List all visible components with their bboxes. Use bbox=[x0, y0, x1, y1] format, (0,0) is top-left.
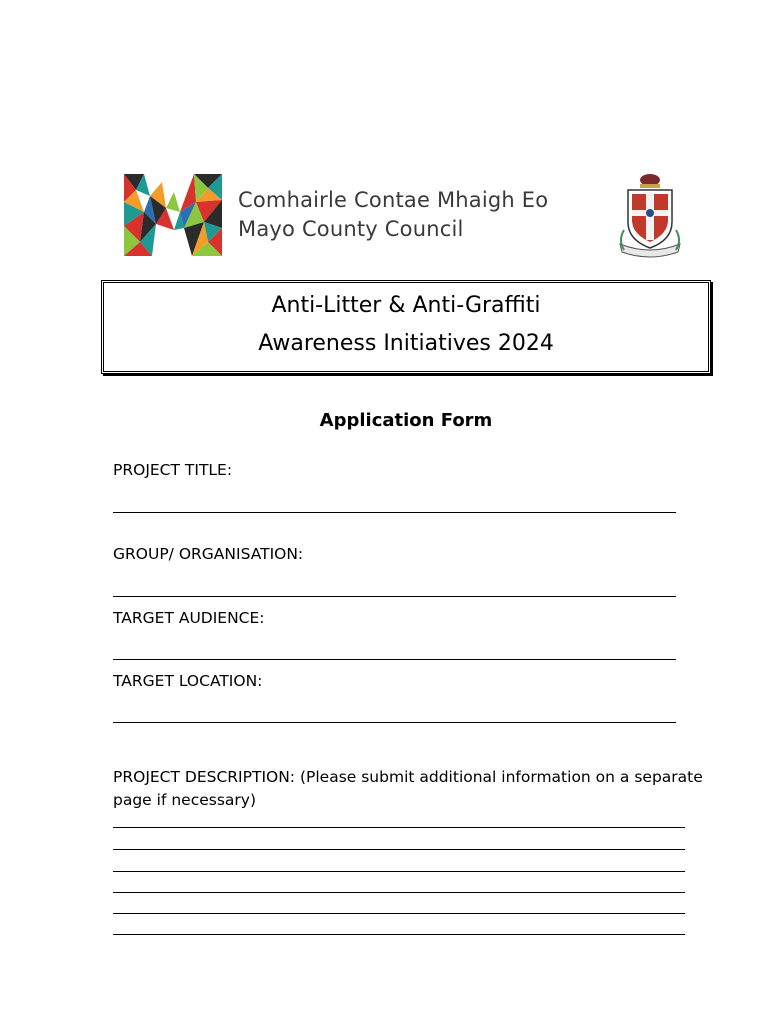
target-location-label: TARGET LOCATION: bbox=[113, 672, 263, 690]
project-description-line-1[interactable] bbox=[113, 827, 685, 828]
project-description-line-6[interactable] bbox=[113, 934, 685, 935]
group-organisation-input-line[interactable] bbox=[113, 596, 676, 597]
project-description-line-2[interactable] bbox=[113, 849, 685, 850]
project-description-label: PROJECT DESCRIPTION: (Please submit additional information on a separate page if necessary) bbox=[113, 768, 703, 809]
target-location-input-line[interactable] bbox=[113, 722, 676, 723]
project-title-input-line[interactable] bbox=[113, 512, 676, 513]
group-organisation-label: GROUP/ ORGANISATION: bbox=[113, 545, 304, 563]
project-title-label: PROJECT TITLE: bbox=[113, 461, 233, 479]
project-description-line-3[interactable] bbox=[113, 871, 685, 872]
title-box bbox=[101, 280, 711, 374]
title-line-1: Anti-Litter & Anti-Graffiti bbox=[271, 293, 541, 318]
target-audience-label: TARGET AUDIENCE: bbox=[113, 609, 265, 627]
title-line-2: Awareness Initiatives 2024 bbox=[258, 331, 554, 356]
form-heading: Application Form bbox=[319, 410, 493, 431]
council-name-irish: Comhairle Contae Mhaigh Eo bbox=[238, 188, 549, 212]
mayo-m-logo-icon bbox=[122, 172, 224, 258]
project-description-line-5[interactable] bbox=[113, 913, 685, 914]
target-audience-input-line[interactable] bbox=[113, 659, 676, 660]
county-crest-icon bbox=[618, 170, 682, 260]
project-description-line-4[interactable] bbox=[113, 892, 685, 893]
council-name-english: Mayo County Council bbox=[238, 217, 464, 241]
council-names bbox=[238, 186, 548, 244]
